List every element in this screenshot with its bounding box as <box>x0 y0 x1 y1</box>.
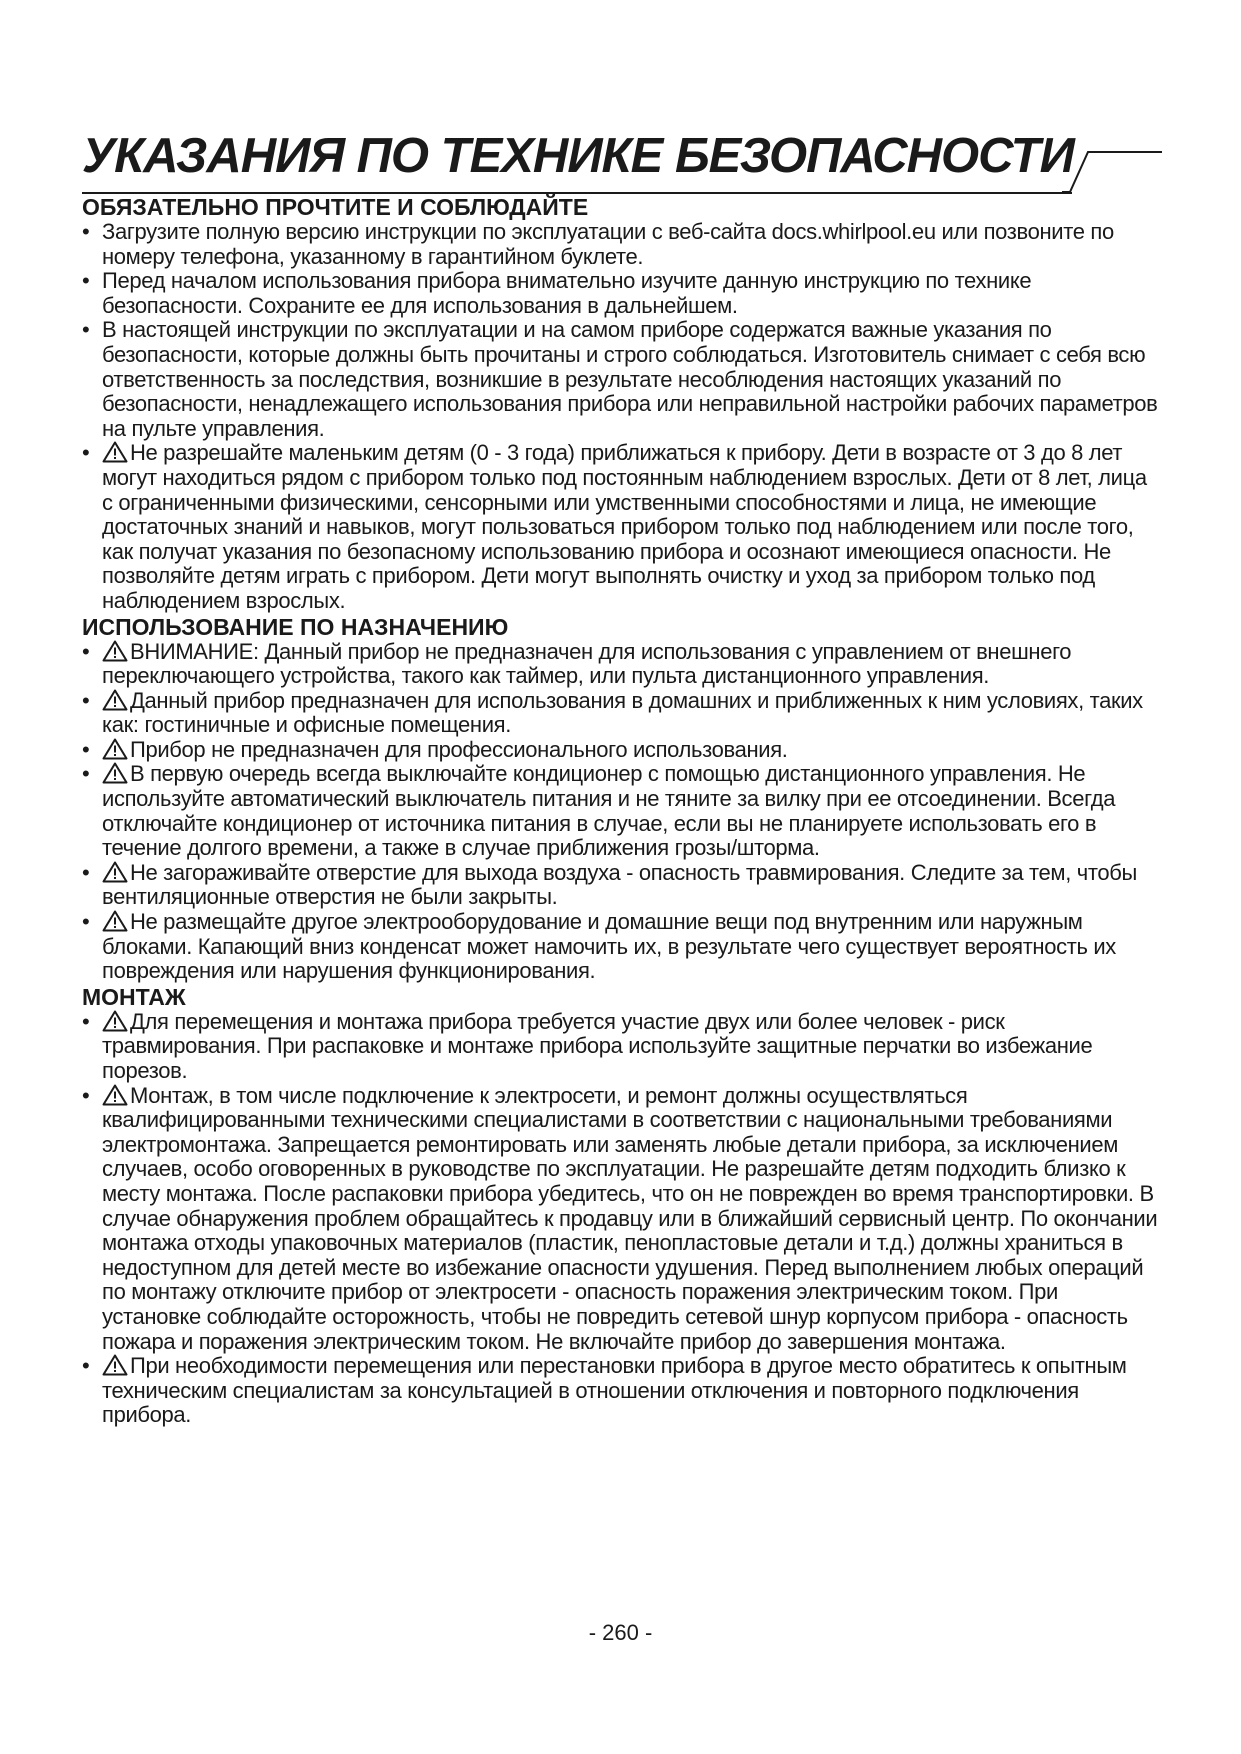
list-item <box>82 441 1162 613</box>
list-item-text: ВНИМАНИЕ: Данный прибор не предназначен для использования с управлением от внешнего переключающего устройства, такого как таймер, или пульта дистанционного управления. <box>102 638 1072 689</box>
bullet-icon: • <box>82 638 90 664</box>
section-0 <box>82 194 1162 614</box>
list-item-text: Загрузите полную версию инструкции по эксплуатации с веб-сайта docs.whirlpool.eu или позвоните по номеру телефона, указанному в гарантийном буклете. <box>102 219 1114 269</box>
list-item-text: Не загораживайте отверстие для выхода воздуха - опасность травмирования. Следите за тем, чтобы вентиляционные отверстия не были закрыты. <box>102 859 1137 910</box>
warning-triangle-icon <box>102 910 128 932</box>
bullet-icon: • <box>82 1353 90 1379</box>
bullet-icon: • <box>82 687 90 713</box>
bullet-icon: • <box>82 736 90 762</box>
list-item-text: В первую очередь всегда выключайте кондиционер с помощью дистанционного управления. Не используйте автоматический выключатель питания и не тяните за вилку при ее отсоединении. Всегда отключайте кондиционер от источника питания в случае, если вы не планируете использовать его в течение долгого времени, а также в случае приближения грозы/шторма. <box>102 761 1116 861</box>
page-number: - 260 - <box>588 1620 653 1645</box>
list-item-text: В настоящей инструкции по эксплуатации и на самом приборе содержатся важные указания по безопасности, которые должны быть прочитаны и строго соблюдаться. Изготовитель снимает с себя всю ответственность за последствия, возникшие в результате несоблюдения настоящих указаний по безопасности, ненадлежащего использования прибора или неправильной настройки рабочих параметров на пульте управления. <box>102 317 1158 441</box>
warning-triangle-icon <box>102 640 128 662</box>
bullet-list <box>82 220 1162 614</box>
bullet-icon: • <box>82 1008 90 1034</box>
bullet-list <box>82 640 1162 984</box>
title-decoration-line <box>1062 150 1162 194</box>
bullet-icon: • <box>82 909 90 935</box>
list-item <box>82 220 1162 269</box>
bullet-icon: • <box>82 761 90 787</box>
list-item-text: Монтаж, в том числе подключение к электросети, и ремонт должны осуществляться квалифицированными техническими специалистами в соответствии с национальными требованиями электромонтажа. Запрещается ремонтировать или заменять любые детали прибора, за исключением случаев, особо оговоренных в руководстве по эксплуатации. Не разрешайте детям подходить близко к месту монтажа. После распаковки прибора убедитесь, что он не поврежден во время транспортировки. В случае обнаружения проблем обращайтесь к продавцу или в ближайший сервисный центр. По окончании монтажа отходы упаковочных материалов (пластик, пенопластовые детали и т.д.) должны храниться в недоступном для детей месте во избежание опасности удушения. Перед выполнением любых операций по монтажу отключите прибор от электросети - опасность поражения электрическим током. При установке соблюдайте осторожность, чтобы не повредить сетевой шнур корпусом прибора - опасность пожара и поражения электрическим током. Не включайте прибор до завершения монтажа. <box>102 1082 1158 1354</box>
list-item <box>82 1354 1162 1428</box>
list-item-text: Данный прибор предназначен для использования в домашних и приближенных к ним условиях, таких как: гостиничные и офисные помещения. <box>102 687 1143 738</box>
section-heading: МОНТАЖ <box>82 983 186 1010</box>
bullet-icon: • <box>82 268 90 294</box>
list-item <box>82 689 1162 738</box>
section-1 <box>82 614 1162 984</box>
list-item <box>82 318 1162 441</box>
list-item-text: Не разрешайте маленьким детям (0 - 3 года) приближаться к прибору. Дети в возрасте от 3 до 8 лет могут находиться рядом с прибором только под постоянным наблюдением взрослых. Дети от 8 лет, лица с ограниченными физическими, сенсорными или умственными способностями и лица, не имеющие достаточных знаний и навыков, могут пользоваться прибором только под наблюдением или после того, как получат указания по безопасному использованию прибора и осознают имеющиеся опасности. Не позволяйте детям играть с прибором. Дети могут выполнять очистку и уход за прибором только под наблюдением взрослых. <box>102 440 1147 613</box>
warning-triangle-icon <box>102 689 128 711</box>
warning-triangle-icon <box>102 738 128 760</box>
bullet-icon: • <box>82 219 90 244</box>
list-item <box>82 1084 1162 1355</box>
section-2 <box>82 984 1162 1428</box>
warning-triangle-icon <box>102 1354 128 1376</box>
bullet-list <box>82 1010 1162 1428</box>
bullet-icon: • <box>82 1082 90 1108</box>
bullet-icon: • <box>82 859 90 885</box>
list-item <box>82 640 1162 689</box>
list-item-text: Для перемещения и монтажа прибора требуется участие двух или более человек - риск травмирования. При распаковке и монтаже прибора используйте защитные перчатки во избежание порезов. <box>102 1008 1093 1083</box>
warning-triangle-icon <box>102 1010 128 1032</box>
warning-triangle-icon <box>102 861 128 883</box>
list-item <box>82 269 1162 318</box>
list-item-text: Прибор не предназначен для профессионального использования. <box>130 736 788 762</box>
warning-triangle-icon <box>102 441 128 463</box>
title-bar <box>82 128 1072 194</box>
section-heading: ОБЯЗАТЕЛЬНО ПРОЧТИТЕ И СОБЛЮДАЙТЕ <box>82 194 589 220</box>
section-heading: ИСПОЛЬЗОВАНИЕ ПО НАЗНАЧЕНИЮ <box>82 613 509 640</box>
list-item <box>82 1010 1162 1084</box>
list-item <box>82 861 1162 910</box>
bullet-icon: • <box>82 317 90 343</box>
list-item-text: Перед началом использования прибора внимательно изучите данную инструкцию по технике безопасности. Сохраните ее для использования в дальнейшем. <box>102 268 1032 318</box>
list-item <box>82 738 1162 763</box>
page-title: УКАЗАНИЯ ПО ТЕХНИКЕ БЕЗОПАСНОСТИ <box>82 129 1074 183</box>
warning-triangle-icon <box>102 1084 128 1106</box>
warning-triangle-icon <box>102 762 128 784</box>
bullet-icon: • <box>82 440 90 466</box>
list-item <box>82 910 1162 984</box>
list-item <box>82 762 1162 860</box>
list-item-text: При необходимости перемещения или перестановки прибора в другое место обратитесь к опытным техническим специалистам за консультацией в отношении отключения и повторного подключения прибора. <box>102 1353 1127 1428</box>
sections-container <box>82 194 1162 1428</box>
list-item-text: Не размещайте другое электрооборудование и домашние вещи под внутренним или наружным блоками. Капающий вниз конденсат может намочить их, в результате чего существует вероятность их повреждения или нарушения функционирования. <box>102 909 1116 984</box>
document-page <box>82 128 1162 1428</box>
